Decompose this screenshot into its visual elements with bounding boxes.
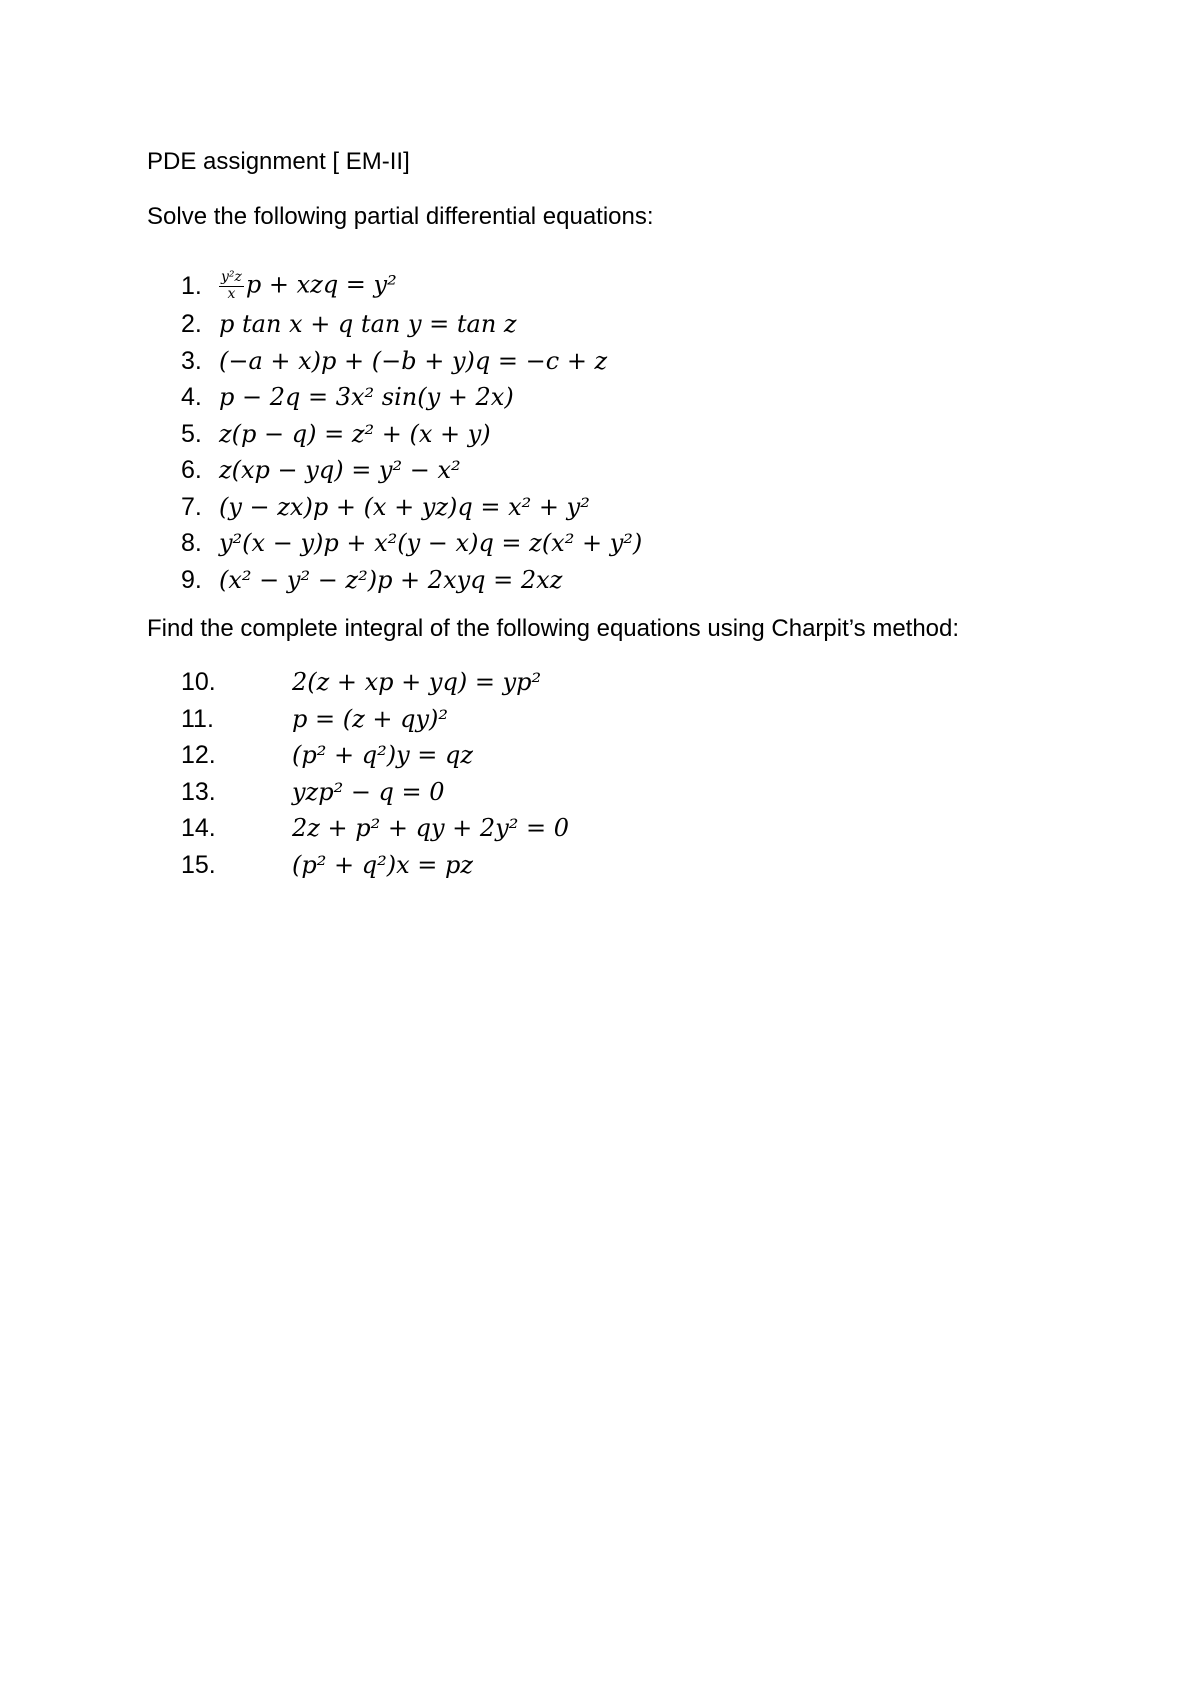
equation-item bbox=[181, 262, 642, 310]
equation-item bbox=[181, 778, 569, 815]
equation-number: 10. bbox=[181, 668, 216, 696]
equation-rest: p + xzq = y² bbox=[245, 270, 397, 299]
fraction-denominator: x bbox=[227, 285, 236, 302]
equation-item bbox=[181, 529, 642, 566]
equation-text: 2z + p² + qy + 2y² = 0 bbox=[292, 814, 570, 842]
equation-number: 13. bbox=[181, 777, 216, 806]
equation-number: 5. bbox=[181, 419, 202, 448]
equation-number: 1. bbox=[181, 271, 202, 300]
section-heading-solve: Solve the following partial differential equations: bbox=[147, 203, 654, 230]
equation-text: (p² + q²)y = qz bbox=[292, 741, 473, 769]
equation-item bbox=[181, 420, 642, 457]
equation-number: 2. bbox=[181, 310, 202, 338]
equation-text: (x² − y² − z²)p + 2xyq = 2xz bbox=[219, 565, 563, 594]
equation-number: 3. bbox=[181, 346, 202, 375]
equation-item bbox=[181, 493, 642, 530]
equation-number: 7. bbox=[181, 492, 202, 521]
equation-item bbox=[181, 347, 642, 384]
fraction-numerator: y²z bbox=[221, 269, 242, 286]
equation-number: 11. bbox=[181, 704, 214, 733]
equation-text: z(xp − yq) = y² − x² bbox=[219, 456, 461, 484]
equation-item bbox=[181, 310, 642, 347]
fraction bbox=[219, 270, 244, 302]
equation-item bbox=[181, 851, 569, 888]
equation-text: z(p − q) = z² + (x + y) bbox=[219, 419, 491, 448]
equation-item bbox=[181, 383, 642, 420]
equation-text: p − 2q = 3x² sin(y + 2x) bbox=[219, 383, 514, 411]
equation-item bbox=[181, 668, 569, 705]
equation-item bbox=[181, 814, 569, 851]
equation-text: yzp² − q = 0 bbox=[292, 777, 445, 806]
equation-text: p tan x + q tan y = tan z bbox=[219, 310, 517, 338]
equation-text: p = (z + qy)² bbox=[292, 704, 449, 733]
equation-text bbox=[219, 270, 397, 302]
equation-text: (y − zx)p + (x + yz)q = x² + y² bbox=[219, 492, 590, 521]
equation-text: (p² + q²)x = pz bbox=[292, 850, 473, 879]
equation-list-charpit bbox=[181, 668, 569, 887]
equation-number: 4. bbox=[181, 383, 202, 411]
equation-text: 2(z + xp + yq) = yp² bbox=[292, 668, 542, 696]
equation-list-pde bbox=[181, 262, 642, 602]
equation-item bbox=[181, 705, 569, 742]
equation-text: (−a + x)p + (−b + y)q = −c + z bbox=[219, 346, 608, 375]
equation-number: 9. bbox=[181, 565, 202, 594]
equation-item bbox=[181, 456, 642, 493]
equation-number: 14. bbox=[181, 814, 216, 842]
equation-number: 8. bbox=[181, 529, 202, 557]
equation-number: 15. bbox=[181, 850, 216, 879]
equation-item bbox=[181, 566, 642, 603]
equation-number: 12. bbox=[181, 741, 216, 769]
section-heading-charpit: Find the complete integral of the following equations using Charpit’s method: bbox=[147, 615, 960, 642]
document-title: PDE assignment [ EM-II] bbox=[147, 148, 410, 175]
equation-item bbox=[181, 741, 569, 778]
equation-number: 6. bbox=[181, 456, 202, 484]
equation-text: y²(x − y)p + x²(y − x)q = z(x² + y²) bbox=[219, 529, 643, 557]
